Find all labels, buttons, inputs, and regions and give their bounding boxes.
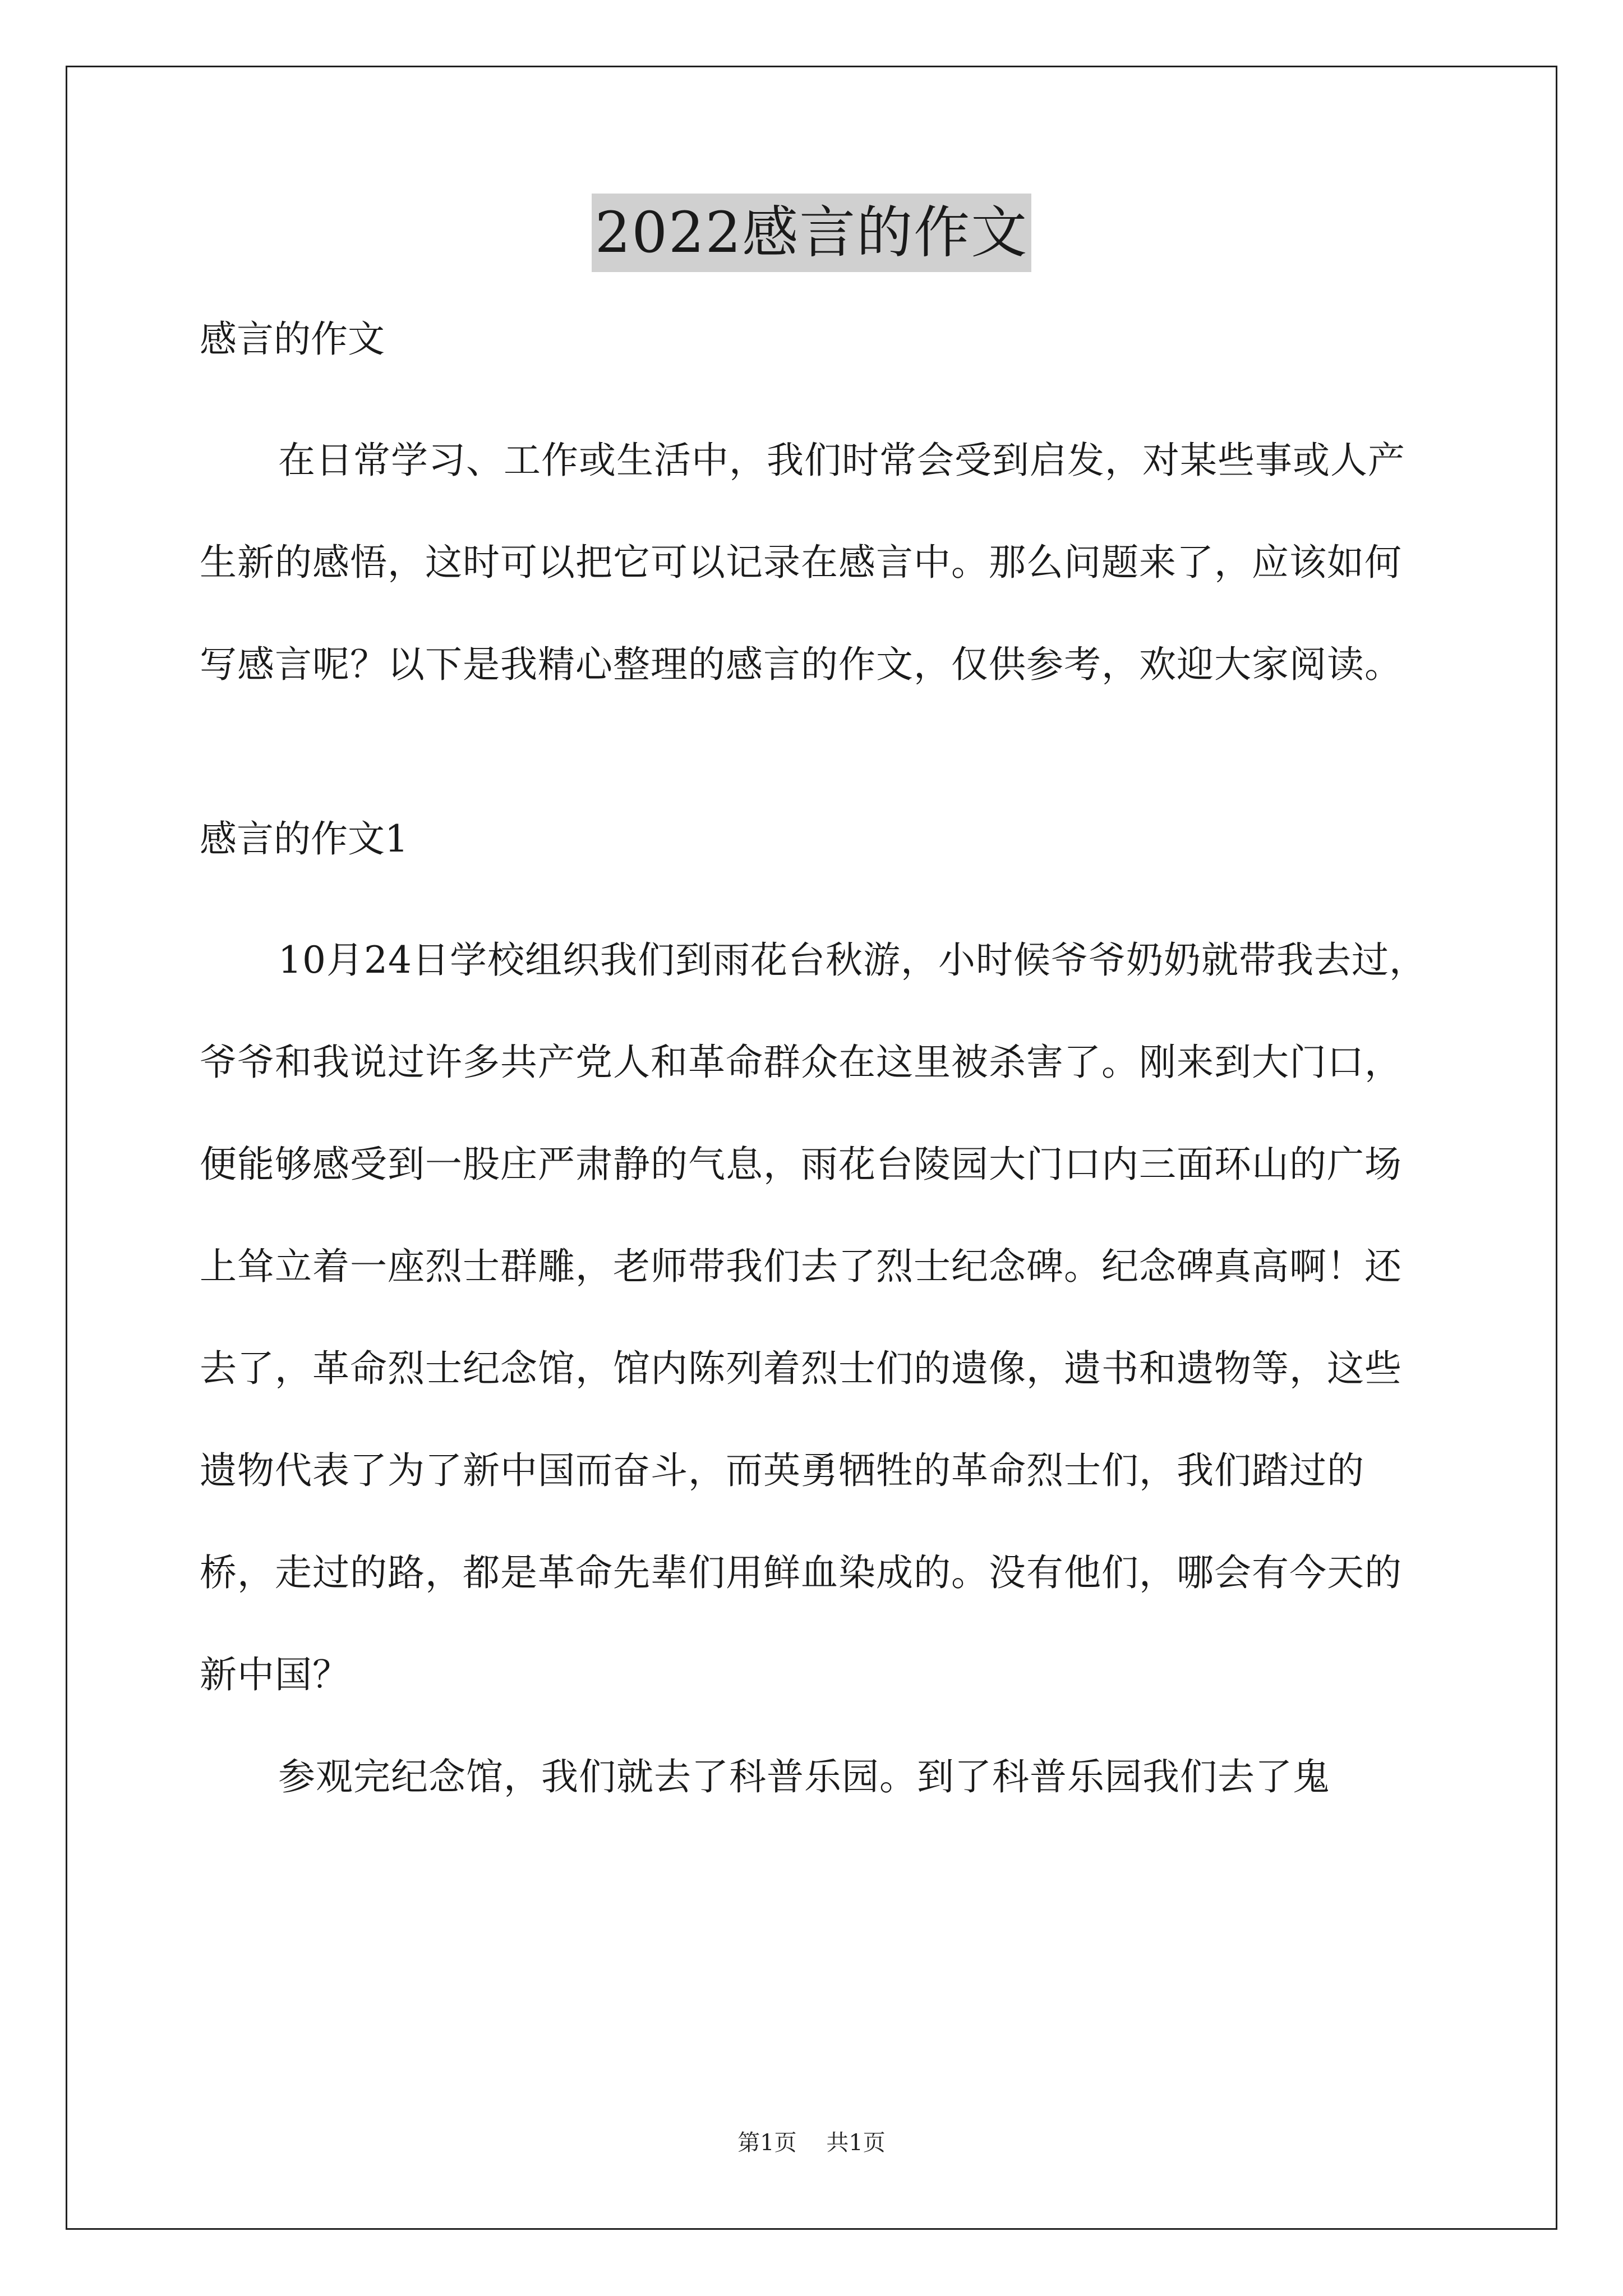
section1-paragraph-2: 参观完纪念馆，我们就去了科普乐园。到了科普乐园我们去了鬼	[278, 1755, 1330, 1798]
intro-paragraph: 在日常学习、工作或生活中，我们时常会受到启发，对某些事或人产生新的感悟，这时可以把它可以记录在感言中。那么问题来了，应该如何写感言呢？以下是我精心整理的感言的作文，仅供参考，欢迎大家阅读。	[200, 439, 1405, 686]
section1-paragraph-1: 10月24日学校组织我们到雨花台秋游，小时候爷爷奶奶就带我去过，爷爷和我说过许多共产党人和革命群众在这里被杀害了。刚来到大门口，便能够感受到一股庄严肃静的气息，雨花台陵园大门口内三面环山的广场上耸立着一座烈士群雕，老师带我们去了烈士纪念碑。纪念碑真高啊！还去了，革命烈士纪念馆，馆内陈列着烈士们的遗像，遗书和遗物等，这些遗物代表了为了新中国而奋斗，而英勇牺牲的革命烈士们，我们踏过的桥，走过的路，都是革命先辈们用鲜血染成的。没有他们，哪会有今天的新中国？	[200, 938, 1427, 1696]
intro-heading: 感言的作文	[200, 318, 385, 361]
page-footer	[0, 2126, 1623, 2160]
section1-heading: 感言的作文1	[200, 817, 408, 861]
page-number-current: 第1页	[737, 2130, 797, 2156]
title-wrap	[0, 194, 1623, 272]
document-body	[200, 314, 1428, 1828]
document-title: 2022感言的作文	[592, 194, 1032, 272]
page-number-total: 共1页	[826, 2130, 886, 2156]
